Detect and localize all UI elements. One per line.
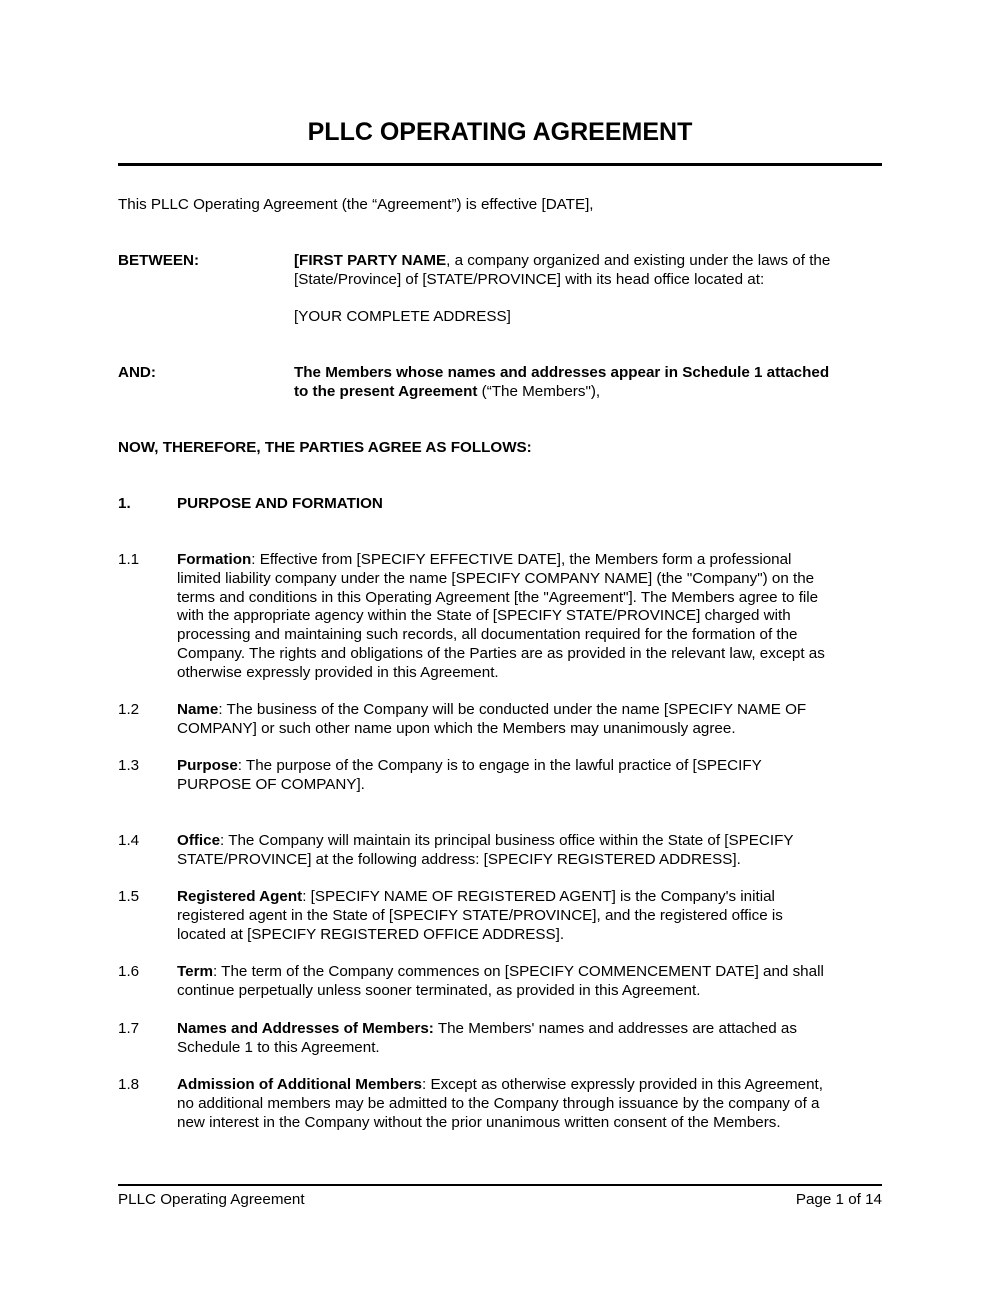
now-therefore-heading: NOW, THEREFORE, THE PARTIES AGREE AS FOLLOWS: (118, 439, 532, 456)
clause-line: continue perpetually unless sooner terminated, as provided in this Agreement. (177, 981, 701, 999)
clause-formation (177, 551, 825, 683)
clause-term: Registered Agent (177, 888, 303, 905)
clause-line: located at [SPECIFY REGISTERED OFFICE ADDRESS]. (177, 925, 565, 943)
clause-name (177, 701, 806, 739)
clause-number: 1.3 (118, 757, 140, 774)
clause-line: Company. The rights and obligations of the Parties are as provided in the relevant law, except as (177, 644, 825, 662)
clause-members-addresses (177, 1020, 797, 1058)
clause-line: PURPOSE OF COMPANY]. (177, 775, 365, 793)
first-party-name: [FIRST PARTY NAME (294, 252, 447, 269)
section-heading: PURPOSE AND FORMATION (177, 495, 383, 512)
members-line2-bold: to the present Agreement (294, 382, 478, 400)
clause-term-duration (177, 963, 824, 1001)
clause-term: Names and Addresses of Members: (177, 1020, 434, 1037)
footer-document-name: PLLC Operating Agreement (118, 1191, 305, 1208)
clause-line: : The business of the Company will be conducted under the name [SPECIFY NAME OF (218, 701, 807, 718)
clause-number: 1.2 (118, 701, 140, 718)
clause-line: registered agent in the State of [SPECIFY STATE/PROVINCE], and the registered office is (177, 906, 783, 924)
section-number: 1. (118, 495, 131, 512)
clause-line: The Members' names and addresses are attached as (433, 1020, 797, 1037)
clause-line: STATE/PROVINCE] at the following address: [SPECIFY REGISTERED ADDRESS]. (177, 850, 741, 868)
clause-purpose (177, 757, 762, 795)
clause-term: Admission of Additional Members (177, 1076, 422, 1093)
clause-number: 1.1 (118, 551, 140, 568)
document-title: PLLC OPERATING AGREEMENT (307, 118, 693, 146)
clause-line: processing and maintaining such records, all documentation required for the formation of the (177, 626, 798, 644)
clause-line: with the appropriate agency within the State of [SPECIFY STATE/PROVINCE] charged with (177, 607, 791, 625)
clause-term: Name (177, 701, 219, 718)
intro-paragraph: This PLLC Operating Agreement (the “Agreement”) is effective [DATE], (118, 196, 594, 213)
clause-line: : Effective from [SPECIFY EFFECTIVE DATE], the Members form a professional (251, 551, 792, 568)
clause-number: 1.6 (118, 963, 140, 980)
clause-line: new interest in the Company without the prior unanimous written consent of the Members. (177, 1113, 781, 1131)
clause-term: Formation (177, 551, 252, 568)
between-line2-text: [State/Province] of [STATE/PROVINCE] with its head office located at: (294, 270, 765, 288)
party-address: [YOUR COMPLETE ADDRESS] (294, 308, 511, 325)
members-line1: The Members whose names and addresses appear in Schedule 1 attached (294, 364, 830, 381)
members-line2-text: (“The Members"), (477, 382, 601, 400)
clause-number: 1.4 (118, 832, 140, 849)
title-divider (118, 163, 882, 166)
clause-line: : The purpose of the Company is to engage in the lawful practice of [SPECIFY (237, 757, 762, 774)
footer-page-number: Page 1 of 14 (795, 1191, 882, 1208)
clause-additional-members (177, 1076, 823, 1132)
clause-line: : The term of the Company commences on [SPECIFY COMMENCEMENT DATE] and shall (213, 963, 824, 980)
clause-line: Schedule 1 to this Agreement. (177, 1038, 380, 1056)
clause-line: : [SPECIFY NAME OF REGISTERED AGENT] is the Company's initial (302, 888, 775, 905)
footer-divider (118, 1184, 882, 1186)
clause-registered-agent (177, 888, 783, 944)
clause-line: : Except as otherwise expressly provided in this Agreement, (422, 1076, 823, 1093)
clause-line: COMPANY] or such other name upon which the Members may unanimously agree. (177, 719, 736, 737)
clause-line: : The Company will maintain its principal business office within the State of [SPECIFY (220, 832, 794, 849)
clause-line: no additional members may be admitted to the Company through issuance by the company of a (177, 1094, 820, 1112)
clause-term: Term (177, 963, 214, 980)
between-line1-text: , a company organized and existing under the laws of the (446, 252, 831, 269)
clause-number: 1.8 (118, 1076, 140, 1093)
clause-term: Purpose (177, 757, 238, 774)
between-party-block (294, 252, 830, 290)
clause-line: limited liability company under the name [SPECIFY COMPANY NAME] (the "Company") on the (177, 569, 815, 587)
between-label: BETWEEN: (118, 252, 199, 269)
and-label: AND: (118, 364, 156, 381)
clause-number: 1.7 (118, 1020, 140, 1037)
clause-office (177, 832, 794, 870)
clause-term: Office (177, 832, 221, 849)
clause-line: terms and conditions in this Operating Agreement [the "Agreement"]. The Members agree to file (177, 588, 819, 606)
clause-number: 1.5 (118, 888, 140, 905)
clause-line: otherwise expressly provided in this Agreement. (177, 663, 499, 681)
and-party-block (294, 364, 829, 402)
